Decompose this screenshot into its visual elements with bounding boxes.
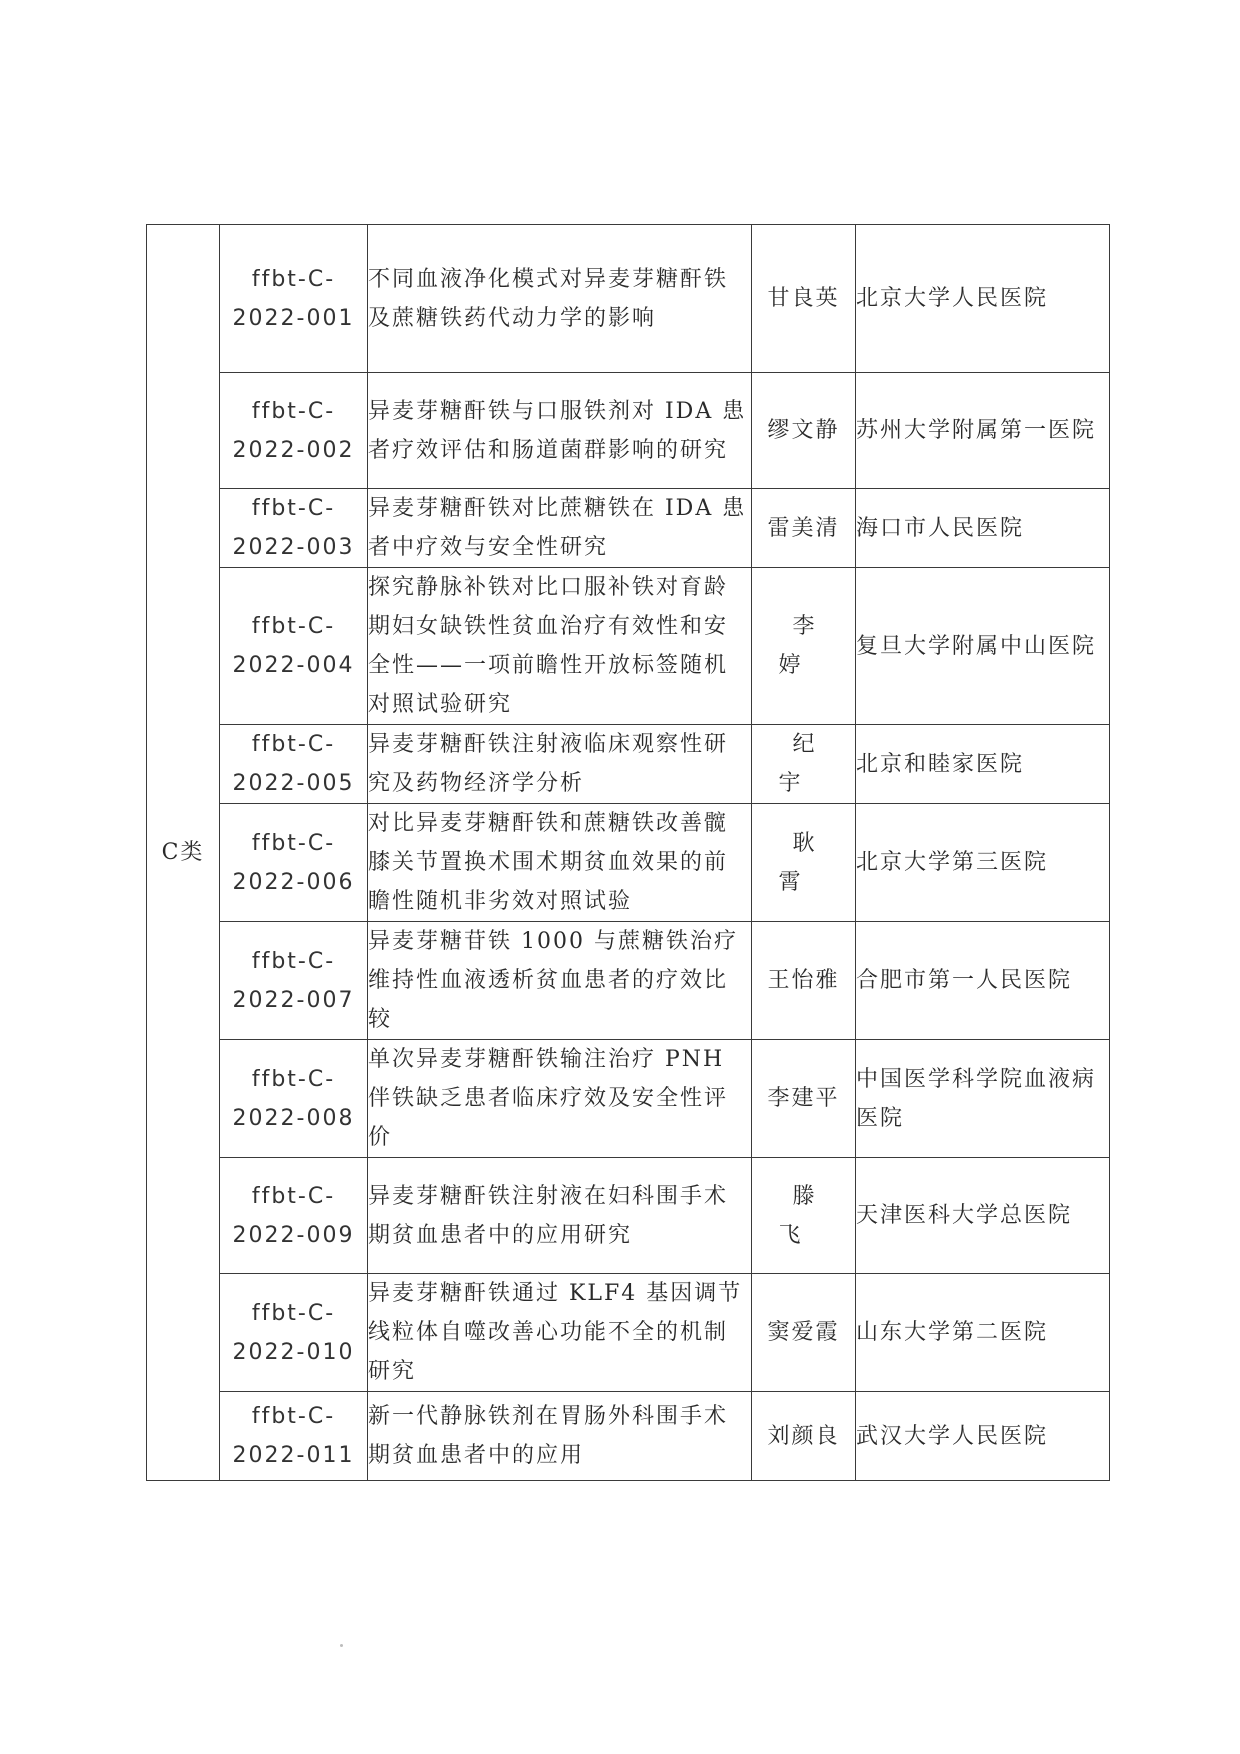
institution: 北京大学第三医院 xyxy=(856,804,1110,922)
project-title: 异麦芽糖酐铁对比蔗糖铁在 IDA 患者中疗效与安全性研究 xyxy=(368,489,752,568)
institution: 苏州大学附属第一医院 xyxy=(856,373,1110,489)
project-code: ffbt-C- 2022-002 xyxy=(220,373,368,489)
project-code: ffbt-C- 2022-001 xyxy=(220,225,368,373)
project-code: ffbt-C- 2022-007 xyxy=(220,922,368,1040)
institution: 武汉大学人民医院 xyxy=(856,1392,1110,1481)
table-row xyxy=(147,373,1110,489)
project-title: 异麦芽糖酐铁通过 KLF4 基因调节线粒体自噬改善心功能不全的机制研究 xyxy=(368,1274,752,1392)
scan-speck xyxy=(340,1644,343,1647)
principal-investigator: 甘良英 xyxy=(752,225,856,373)
project-code: ffbt-C- 2022-004 xyxy=(220,568,368,725)
table-row xyxy=(147,922,1110,1040)
project-code: ffbt-C- 2022-011 xyxy=(220,1392,368,1481)
table-row xyxy=(147,489,1110,568)
project-code: ffbt-C- 2022-008 xyxy=(220,1040,368,1158)
table-row xyxy=(147,1158,1110,1274)
project-title: 不同血液净化模式对异麦芽糖酐铁及蔗糖铁药代动力学的影响 xyxy=(368,225,752,373)
principal-investigator: 耿霄 xyxy=(752,804,856,922)
project-title: 异麦芽糖苷铁 1000 与蔗糖铁治疗维持性血液透析贫血患者的疗效比较 xyxy=(368,922,752,1040)
table-row xyxy=(147,568,1110,725)
principal-investigator: 王怡雅 xyxy=(752,922,856,1040)
project-code: ffbt-C- 2022-006 xyxy=(220,804,368,922)
principal-investigator: 纪宇 xyxy=(752,725,856,804)
principal-investigator: 雷美清 xyxy=(752,489,856,568)
project-code: ffbt-C- 2022-003 xyxy=(220,489,368,568)
principal-investigator: 刘颜良 xyxy=(752,1392,856,1481)
project-code: ffbt-C- 2022-009 xyxy=(220,1158,368,1274)
institution: 北京和睦家医院 xyxy=(856,725,1110,804)
project-title: 探究静脉补铁对比口服补铁对育龄期妇女缺铁性贫血治疗有效性和安全性——一项前瞻性开放标签随机对照试验研究 xyxy=(368,568,752,725)
project-table xyxy=(146,224,1110,1481)
project-title: 异麦芽糖酐铁注射液临床观察性研究及药物经济学分析 xyxy=(368,725,752,804)
project-title: 新一代静脉铁剂在胃肠外科围手术期贫血患者中的应用 xyxy=(368,1392,752,1481)
table-row xyxy=(147,1392,1110,1481)
institution: 海口市人民医院 xyxy=(856,489,1110,568)
category-cell: C类 xyxy=(147,225,220,1481)
table-row xyxy=(147,1274,1110,1392)
table-row xyxy=(147,725,1110,804)
institution: 北京大学人民医院 xyxy=(856,225,1110,373)
institution: 复旦大学附属中山医院 xyxy=(856,568,1110,725)
institution: 山东大学第二医院 xyxy=(856,1274,1110,1392)
project-title: 异麦芽糖酐铁注射液在妇科围手术期贫血患者中的应用研究 xyxy=(368,1158,752,1274)
project-title: 对比异麦芽糖酐铁和蔗糖铁改善髋膝关节置换术围术期贫血效果的前瞻性随机非劣效对照试验 xyxy=(368,804,752,922)
institution: 天津医科大学总医院 xyxy=(856,1158,1110,1274)
institution: 合肥市第一人民医院 xyxy=(856,922,1110,1040)
table-row xyxy=(147,1040,1110,1158)
table-row xyxy=(147,225,1110,373)
principal-investigator: 李建平 xyxy=(752,1040,856,1158)
project-code: ffbt-C- 2022-005 xyxy=(220,725,368,804)
principal-investigator: 滕飞 xyxy=(752,1158,856,1274)
project-title: 异麦芽糖酐铁与口服铁剂对 IDA 患者疗效评估和肠道菌群影响的研究 xyxy=(368,373,752,489)
institution: 中国医学科学院血液病医院 xyxy=(856,1040,1110,1158)
principal-investigator: 窦爱霞 xyxy=(752,1274,856,1392)
principal-investigator: 李婷 xyxy=(752,568,856,725)
table-row xyxy=(147,804,1110,922)
principal-investigator: 缪文静 xyxy=(752,373,856,489)
project-code: ffbt-C- 2022-010 xyxy=(220,1274,368,1392)
project-title: 单次异麦芽糖酐铁输注治疗 PNH 伴铁缺乏患者临床疗效及安全性评价 xyxy=(368,1040,752,1158)
